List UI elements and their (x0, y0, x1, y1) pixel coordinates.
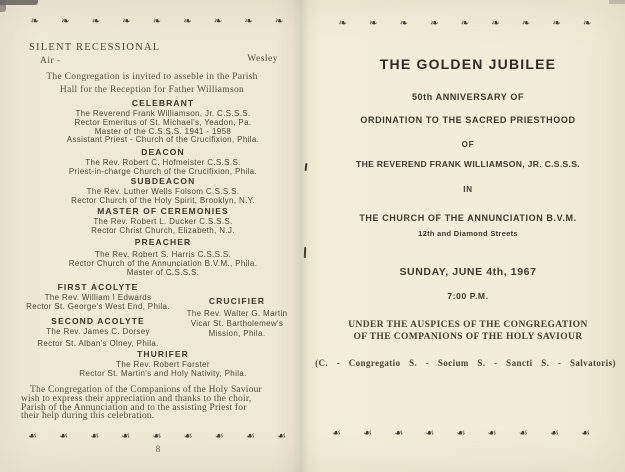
auspices-line: OF THE COMPANIONS OF THE HOLY SAVIOUR (353, 331, 583, 342)
ornament-border-bottom: ☙ ☙ ☙ ☙ ☙ ☙ ☙ ☙ ☙ (27, 431, 289, 442)
roster-line: Master of C.S.S.S. (126, 267, 200, 277)
latin-abbreviation-expansion: (C. - Congregatio S. - Socium S. - Sancti S. - Salvatoris) (315, 358, 616, 368)
roster-line: Rector Emeritus of St. Michael's, Yeadon, Pa. (74, 117, 252, 127)
reception-invitation (20, 71, 284, 97)
roster-section-thurifer (26, 349, 300, 379)
recessional-composer: Wesley (247, 54, 278, 64)
roster-line: The Rev. Robert C. Hofmeister C.S.S.S. (85, 158, 241, 167)
honoree-line: THE REVEREND FRANK WILLIAMSON, JR. C.S.S.S. (356, 159, 580, 169)
acknowledgement-line: their help during this celebration. (21, 411, 155, 422)
roster-heading: DEACON (141, 147, 185, 157)
roster-line: The Rev. Robert L. Ducker C.S.S.S. (93, 217, 233, 226)
roster-line: Master of the C.S.S.S. 1941 - 1958 (94, 126, 232, 136)
event-date: SUNDAY, JUNE 4th, 1967 (399, 266, 537, 278)
roster-line: The Rev. Robert Forster (116, 360, 210, 369)
roster-heading: PREACHER (134, 237, 192, 247)
ornament-border-top: ❧ ❧ ❧ ❧ ❧ ❧ ❧ ❧ ❧ (30, 16, 286, 27)
auspices-statement (318, 320, 618, 343)
roster-section-celebrant (26, 98, 300, 145)
of-line: OF (461, 140, 475, 149)
roster-line: Assistant Priest - Church of the Crucifixion, Phila. (66, 135, 260, 145)
acknowledgement-line: The Congregation of the Companions of the Holy Saviour (30, 385, 262, 395)
program-title: THE GOLDEN JUBILEE (379, 56, 557, 72)
roster-section-deacon (26, 147, 300, 177)
anniversary-line: 50th ANNIVERSARY OF (411, 92, 525, 102)
roster-heading: FIRST ACOLYTE (57, 282, 139, 292)
roster-line: Rector St. Martin's and Holy Nativity, Phila. (79, 368, 247, 378)
roster-line: The Rev. William I Edwards (44, 293, 152, 302)
roster-line: The Rev. James C. Dorsey (46, 326, 150, 336)
roster-line: The Rev. Walter G. Martin (186, 309, 288, 318)
acknowledgement-line: wish to express their appreciation and thanks to the choir, (21, 393, 252, 404)
ordination-line: ORDINATION TO THE SACRED PRIESTHOOD (360, 115, 576, 125)
roster-line: Rector Church of the Annunciation B.V.M., Phila. (68, 258, 258, 268)
invitation-line: Hall for the Reception for Father Williamson (59, 85, 245, 95)
roster-heading: MASTER OF CEREMONIES (97, 206, 229, 216)
roster-line: The Rev. Robert S. Harris C.S.S.S. (94, 250, 232, 259)
roster-section-crucifier (178, 296, 296, 339)
roster-line: Vicar St. Bartholemew's (190, 318, 284, 328)
church-name: THE CHURCH OF THE ANNUNCIATION B.V.M. (359, 213, 577, 223)
roster-line: Mission, Phila. (208, 328, 266, 338)
roster-heading: CRUCIFIER (208, 296, 266, 306)
ornament-border-bottom: ☙ ☙ ☙ ☙ ☙ ☙ ☙ ☙ ☙ (331, 428, 593, 439)
ornament-border-top: ❧ ❧ ❧ ❧ ❧ ❧ ❧ ❧ ❧ (338, 18, 594, 29)
roster-line: Rector Christ Church, Elizabeth, N.J. (91, 225, 235, 235)
roster-section-preacher (26, 237, 300, 277)
auspices-line: UNDER THE AUSPICES OF THE CONGREGATION (348, 320, 588, 330)
roster-line: Priest-in-charge Church of the Crucifixion, Phila. (68, 166, 258, 176)
roster-heading: SUBDEACON (130, 176, 196, 186)
roster-heading: THURIFER (137, 349, 189, 359)
roster-section-subdeacon (26, 176, 300, 206)
roster-heading: SECOND ACOLYTE (51, 315, 145, 326)
roster-section-master-of-ceremonies (26, 206, 300, 236)
in-line: IN (463, 185, 473, 194)
page-left (0, 0, 302, 472)
page-number: 8 (155, 444, 161, 454)
roster-line: Rector St. George's West End, Phila. (26, 301, 170, 311)
roster-line: The Rev. Luther Wells Folsom C.S.S.S. (86, 187, 240, 196)
invitation-line: The Congregation is invited to asseble in the Parish (46, 72, 258, 82)
recessional-air-label: Air - (40, 56, 61, 66)
roster-section-acolytes (16, 282, 180, 349)
roster-line: Rector St. Alban's Olney, Phila. (37, 339, 159, 349)
recessional-title: SILENT RECESSIONAL (29, 42, 161, 53)
church-address: 12th and Diamond Streets (418, 229, 518, 238)
acknowledgement-paragraph (21, 386, 299, 421)
roster-line: The Reverend Frank Williamson, Jr. C.S.S.S. (75, 109, 251, 118)
acknowledgement-line: Parish of the Annunciation and to the assisting Priest for (21, 402, 247, 413)
roster-heading: CELEBRANT (131, 98, 195, 108)
roster-line: Rector Church of the Holy Spirit, Brooklyn, N.Y. (71, 195, 255, 205)
page-right (302, 0, 625, 472)
event-time: 7:00 P.M. (447, 291, 489, 301)
